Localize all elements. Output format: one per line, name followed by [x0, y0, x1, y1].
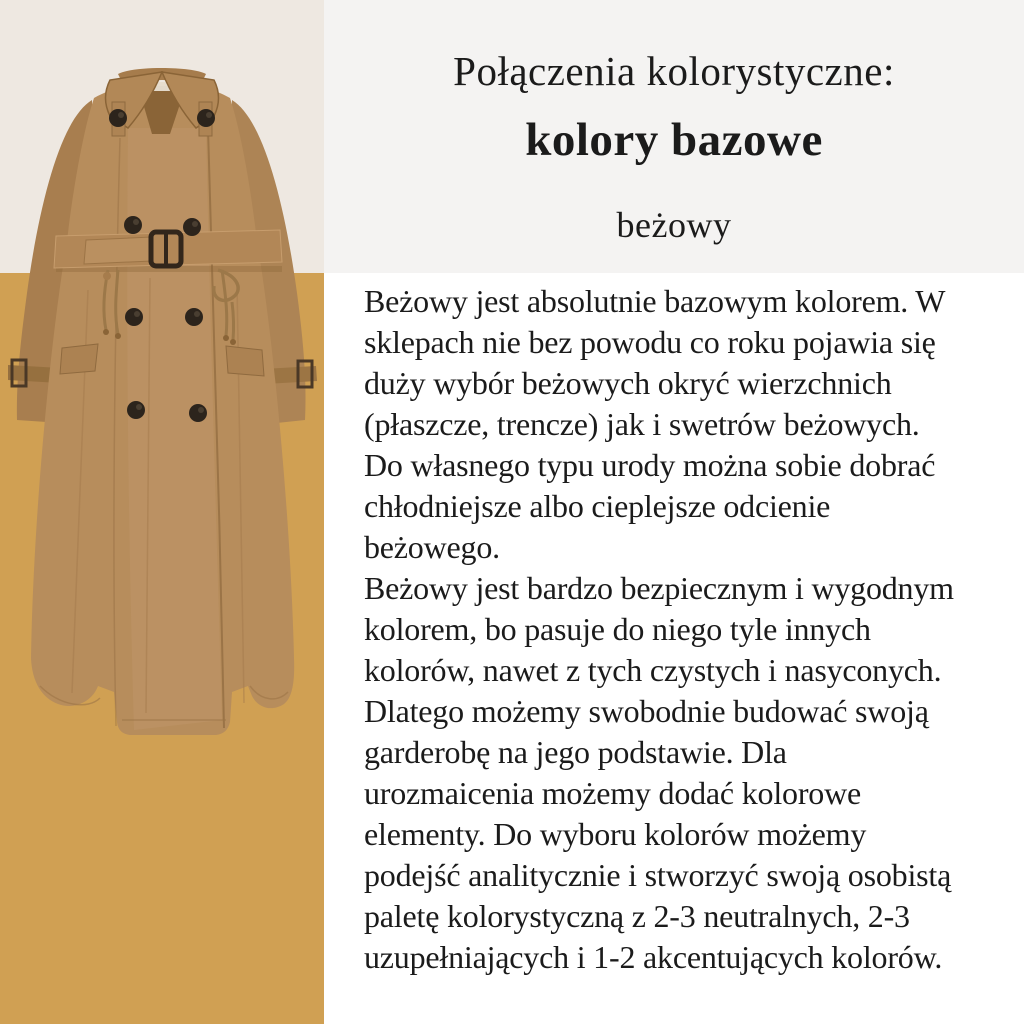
page-subtitle: kolory bazowe	[525, 114, 823, 166]
body-text-line: elementy. Do wyboru kolorów możemy	[364, 816, 867, 852]
body-text-line: (płaszcze, trencze) jak i swetrów beżowych.	[364, 406, 920, 442]
body-text-line: sklepach nie bez powodu co roku pojawia się	[364, 324, 936, 360]
right-pocket-flap	[226, 346, 264, 376]
left-pocket-flap	[60, 344, 98, 374]
body-text-line: kolorów, nawet z tych czystych i nasyconych.	[364, 652, 942, 688]
left-drawstring-tip	[103, 329, 109, 335]
right-drawstring-tip	[223, 335, 229, 341]
body-text-line: Beżowy jest bardzo bezpiecznym i wygodnym	[364, 570, 954, 606]
image-column	[0, 0, 324, 1024]
body-text-line: paletę kolorystyczną z 2-3 neutralnych, 2-3	[364, 898, 910, 934]
body-text-line: beżowego.	[364, 529, 500, 565]
body-text-line: chłodniejsze albo cieplejsze odcienie	[364, 488, 831, 524]
body-text-line: Dlatego możemy swobodnie budować swoją	[364, 693, 929, 729]
coat-front-panel	[127, 128, 222, 730]
body-text-line: Beżowy jest absolutnie bazowym kolorem. W	[364, 283, 946, 319]
body-text-line: uzupełniających i 1-2 akcentujących kolorów.	[364, 939, 943, 975]
body-text-line: podejść analitycznie i stworzyć swoją osobistą	[364, 857, 952, 893]
body-text-line: urozmaicenia możemy dodać kolorowe	[364, 775, 861, 811]
left-drawstring-tip2	[115, 333, 121, 339]
body-text-line: kolorem, bo pasuje do niego tyle innych	[364, 611, 871, 647]
body-text	[324, 273, 1024, 978]
left-drawstring-knot	[103, 272, 111, 280]
body-text-line: garderobę na jego podstawie. Dla	[364, 734, 787, 770]
body-text-line: Do własnego typu urody można sobie dobrać	[364, 447, 936, 483]
trench-coat-image	[0, 58, 324, 748]
body-text-line: duży wybór beżowych okryć wierzchnich	[364, 365, 892, 401]
belt-loose-end	[84, 237, 152, 264]
color-name-label: beżowy	[616, 205, 732, 245]
page-title: Połączenia kolorystyczne:	[453, 48, 895, 94]
header-band	[324, 0, 1024, 273]
right-drawstring-tip2	[230, 339, 236, 345]
text-column	[324, 0, 1024, 1024]
